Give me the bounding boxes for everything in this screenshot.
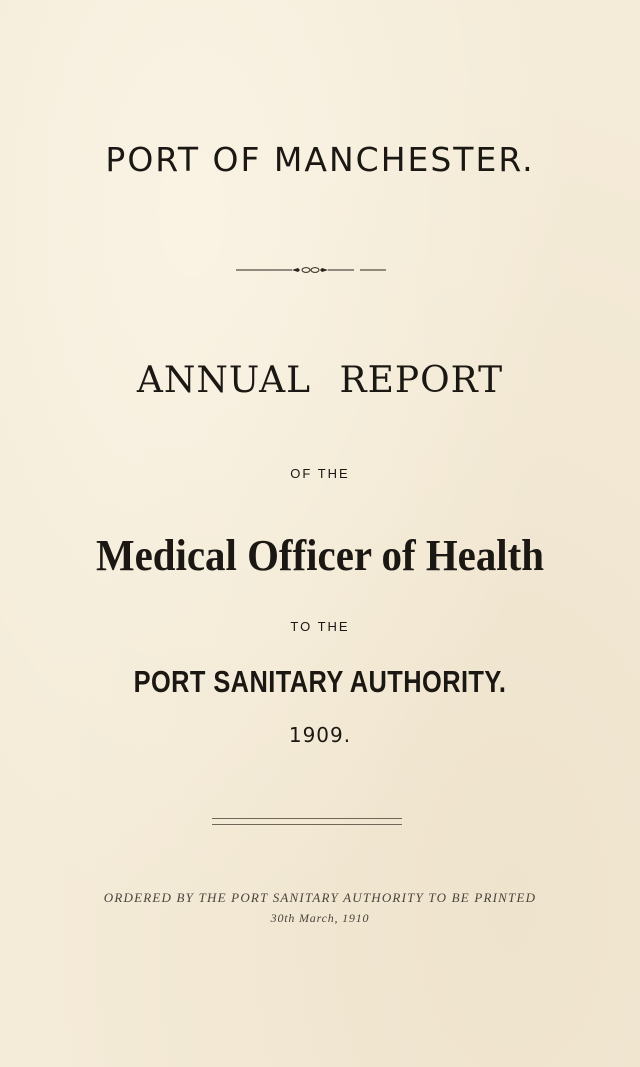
- ornament-divider: [236, 262, 386, 278]
- ordered-note: ORDERED BY THE PORT SANITARY AUTHORITY TO BE PRINTED: [103, 890, 537, 905]
- report-title: ANNUAL REPORT: [136, 360, 504, 401]
- port-heading: PORT OF MANCHESTER.: [105, 140, 535, 179]
- report-year: 1909.: [288, 723, 352, 747]
- of-the-text: OF THE: [290, 466, 350, 481]
- officer-title: Medical Officer of Health: [95, 531, 545, 580]
- to-the-text: TO THE: [290, 619, 350, 634]
- printed-date: 30th March, 1910: [270, 911, 370, 925]
- double-rule-divider: [212, 818, 402, 825]
- authority-title: PORT SANITARY AUTHORITY.: [133, 664, 507, 699]
